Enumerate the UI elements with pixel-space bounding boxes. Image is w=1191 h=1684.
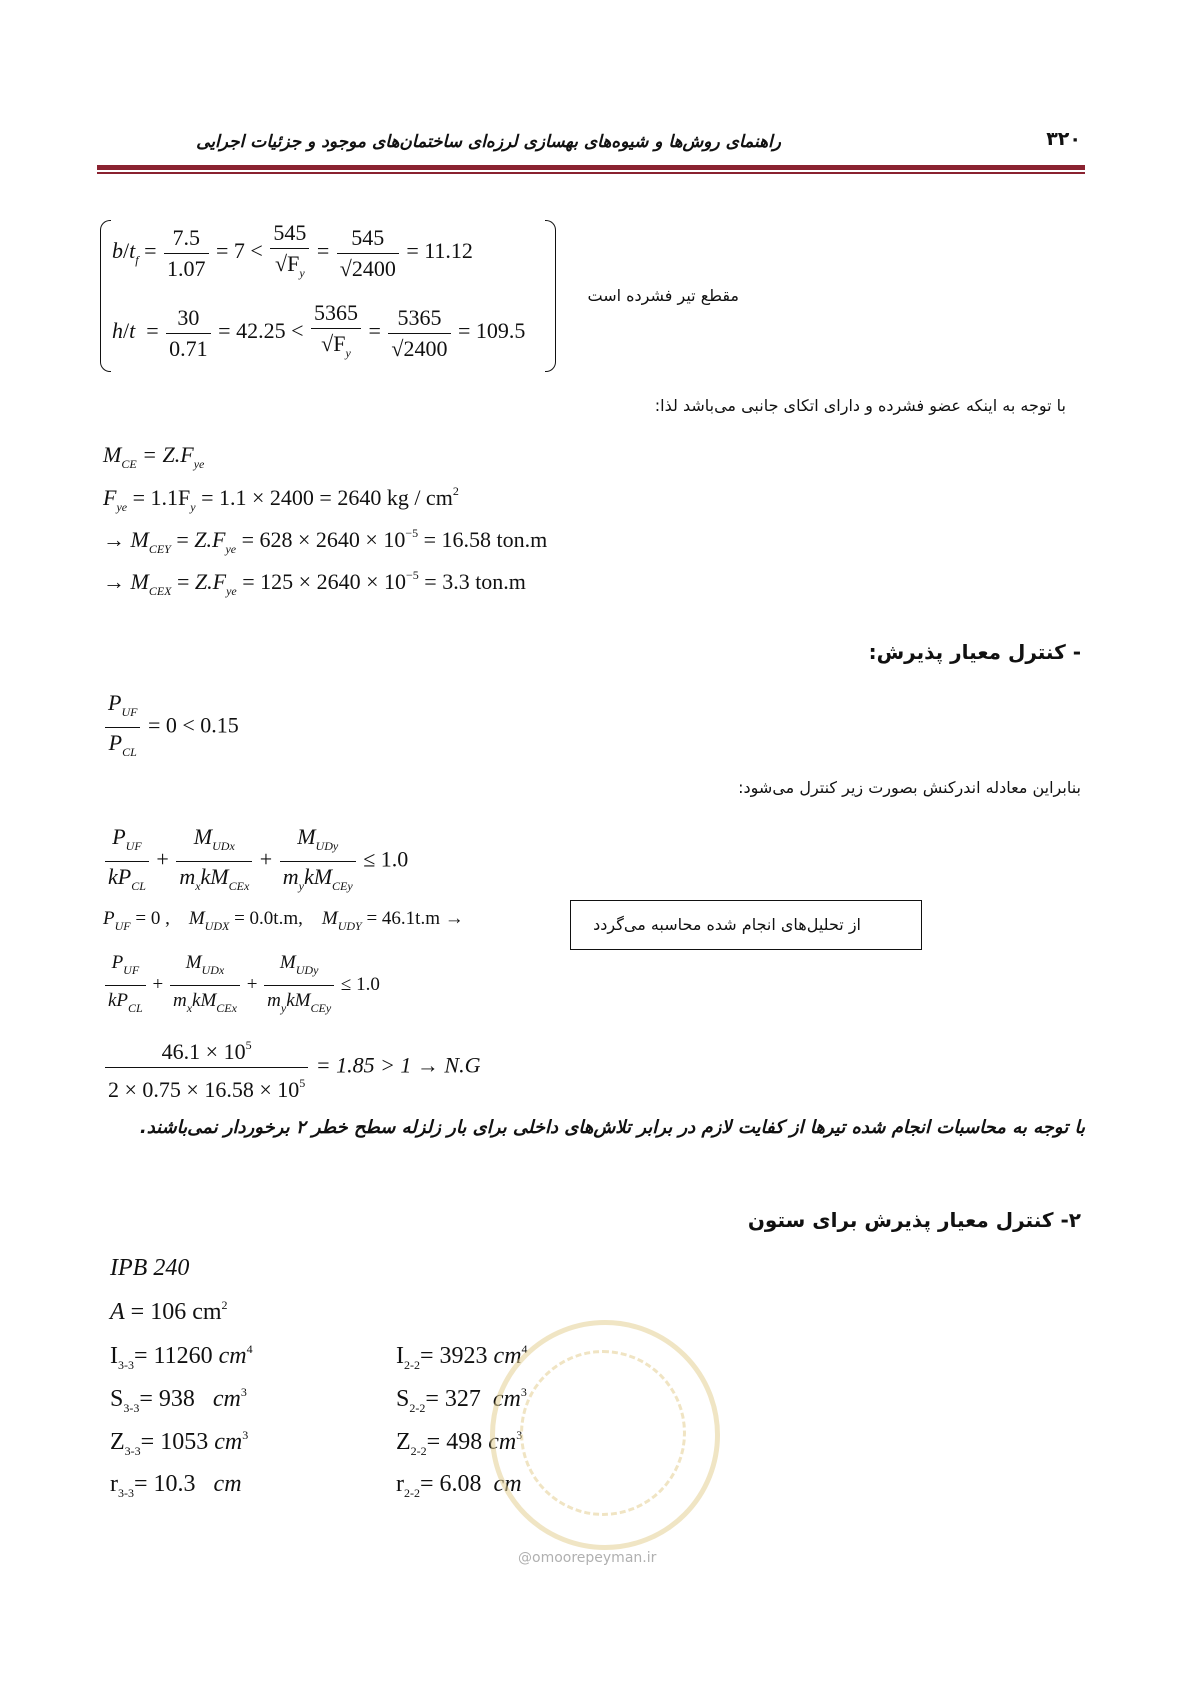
r22-line: $r_{2-2}= 6.08$ cm [396, 1471, 522, 1500]
mcey-result: = 16.58 ton.m [423, 527, 548, 552]
ht-result: = 109.5 [458, 318, 526, 344]
Z33-unit: cm [214, 1429, 243, 1455]
mce-equation: $M_{CE} = Z.F_{ye}$ [103, 442, 205, 471]
ht-num3: 5365 [388, 303, 450, 334]
r33-line: $r_{3-3}= 10.3$ cm [110, 1471, 242, 1500]
mcex-result: = 3.3 ton.m [424, 569, 526, 594]
Z33-value: = 1053 [140, 1429, 209, 1455]
final-result: = 1.85 > 1 → N.G [315, 1052, 481, 1078]
bt-mid: = 7 < [216, 238, 263, 264]
Z22-line: $Z_{2-2}= 498$ $cm^3$ [396, 1428, 523, 1458]
I22-line: $I_{2-2}= 3923$ $cm^4$ [396, 1342, 528, 1372]
fye-tail: = 1.1 × 2400 = 2640 kg / cm [201, 485, 453, 510]
I33-line: $I_{3-3}= 11260$ $cm^4$ [110, 1342, 253, 1372]
bt-den2: √F [275, 251, 300, 276]
ht-den2: √F [321, 331, 346, 356]
r33-value: = 10.3 [134, 1471, 196, 1497]
bt-den1: 1.07 [167, 255, 206, 281]
brace-label: مقطع تیر فشرده است [587, 286, 739, 305]
header-title: راهنمای روش‌ها و شیوه‌های بهسازی لرزه‌ای ساختمان‌های موجود و جزئیات اجرایی [196, 132, 781, 152]
interaction-rhs: ≤ 1.0 [363, 846, 409, 872]
S33-value: = 938 [139, 1386, 195, 1412]
r33-unit: cm [213, 1471, 242, 1497]
bt-num3: 545 [337, 223, 399, 254]
Z22-value: = 498 [426, 1429, 483, 1455]
values-line: $P_{UF} = 0$ , $M_{UDX} = 0.0t.m$, $M_{UDY} = 46.1t.m$ → [103, 908, 464, 933]
area-line: A = 106 $cm^2$ [110, 1298, 228, 1325]
S22-unit: cm [492, 1386, 521, 1412]
page-number: ۳۲۰ [1046, 128, 1081, 150]
mcey-equation: → $M_{CEY} = Z.F_{ye} = 628 \times 2640 \times 10^{-5} = 16.58$ ton.m [103, 526, 548, 556]
Z33-line: $Z_{3-3}= 1053$ $cm^3$ [110, 1428, 249, 1458]
profile-name: IPB 240 [110, 1255, 190, 1281]
area-value: = 106 cm [130, 1299, 222, 1325]
bt-num2: 545 [270, 218, 309, 249]
interaction-equation: $\frac{P_{UF}}{kP_{CL}}$ + $\frac{M_{UDx}}{m_xkM_{CEx}}$ + $\frac{M_{UDy}}{m_ykM_{CEy}}$ ≤ 1.0 [103, 822, 408, 901]
watermark-seal-inner [520, 1350, 686, 1516]
conclusion-paragraph: با توجه به محاسبات انجام شده تیرها از کفایت لازم در برابر تلاش‌های داخلی برای بار زلزله سطح خطر ۲ برخوردار نمی‌باشند. [139, 1117, 1085, 1138]
header-rule-thick [97, 165, 1085, 170]
final-ratio-equation: $\frac{46.1 \times 10^5}{2 \times 0.75 \times 16.58 \times 10^5}$ = 1.85 > 1 → N.G [103, 1030, 481, 1105]
compactness-brace-left [100, 220, 111, 372]
analysis-note-box: از تحلیل‌های انجام شده محاسبه می‌گردد [570, 900, 922, 950]
ht-den3: √2400 [391, 335, 448, 361]
S33-unit: cm [212, 1386, 241, 1412]
r22-unit: cm [493, 1471, 522, 1497]
ht-num2: 5365 [311, 298, 361, 329]
fye-rhs: = 1.1F [132, 485, 191, 510]
final-num: 46.1 × 10 [161, 1039, 246, 1064]
final-den: 2 × 0.75 × 16.58 × 10 [108, 1077, 300, 1102]
ht-num1: 30 [166, 303, 211, 334]
ht-den1: 0.71 [169, 335, 208, 361]
ht-equation: h/t = $\frac{30}{0.71}$ = 42.25 < $\frac{5365}{√F_y}$ = $\frac{5365}{√2400}$ = 109.5 [112, 298, 525, 368]
fye-equation: $F_{ye} = 1.1F_y = 1.1 \times 2400 = 2640$ kg / $cm^2$ [103, 484, 459, 514]
puf-check-rhs: = 0 < 0.15 [147, 712, 239, 738]
mce-rhs: = Z.F [142, 442, 194, 467]
bt-equation: $b/t_f$ = $\frac{7.5}{1.07}$ = 7 < $\frac{545}{√F_y}$ = $\frac{545}{√2400}$ = 11.12 [112, 218, 473, 288]
S22-line: $S_{2-2}= 327$ $cm^3$ [396, 1385, 527, 1415]
bt-den3: √2400 [339, 255, 396, 281]
mcex-equation: → $M_{CEX} = Z.F_{ye} = 125 \times 2640 \times 10^{-5} = 3.3$ ton.m [103, 568, 526, 598]
I33-unit: cm [218, 1343, 247, 1369]
header-rule-thin [97, 172, 1085, 174]
bt-num1: 7.5 [164, 223, 209, 254]
compactness-brace-right [545, 220, 556, 372]
I22-value: = 3923 [420, 1343, 488, 1369]
ht-mid: = 42.25 < [218, 318, 304, 344]
Z22-unit: cm [488, 1429, 517, 1455]
values-mudy: = 46.1t.m → [366, 908, 464, 929]
watermark-text: @omoorepeyman.ir [518, 1550, 657, 1566]
acceptance-heading: - کنترل معیار پذیرش: [868, 640, 1081, 664]
values-puf: = 0 , [135, 908, 170, 929]
interaction-equation-small: $\frac{P_{UF}}{kP_{CL}}$ + $\frac{M_{UDx}}{m_xkM_{CEx}}$ + $\frac{M_{UDy}}{m_ykM_{CEy}}$ ≤ 1.0 [103, 948, 380, 1023]
r22-value: = 6.08 [420, 1471, 482, 1497]
column-heading: ۲- کنترل معیار پذیرش برای ستون [747, 1208, 1081, 1232]
bt-result: = 11.12 [406, 238, 473, 264]
interaction-small-rhs: ≤ 1.0 [340, 973, 380, 995]
I22-unit: cm [493, 1343, 522, 1369]
mcex-tail: = 125 × 2640 × 10 [242, 569, 406, 594]
values-mudx: = 0.0t.m, [234, 908, 303, 929]
S22-value: = 327 [425, 1386, 481, 1412]
I33-value: = 11260 [134, 1343, 213, 1369]
intro-text: با توجه به اینکه عضو فشرده و دارای اتکای جانبی می‌باشد لذا: [654, 396, 1066, 415]
puf-check-equation: $\frac{P_{UF}}{P_{CL}}$ = 0 < 0.15 [103, 688, 239, 767]
interaction-text: بنابراین معادله اندرکنش بصورت زیر کنترل می‌شود: [738, 778, 1081, 797]
mcey-tail: = 628 × 2640 × 10 [241, 527, 406, 552]
S33-line: $S_{3-3}= 938$ $cm^3$ [110, 1385, 247, 1415]
